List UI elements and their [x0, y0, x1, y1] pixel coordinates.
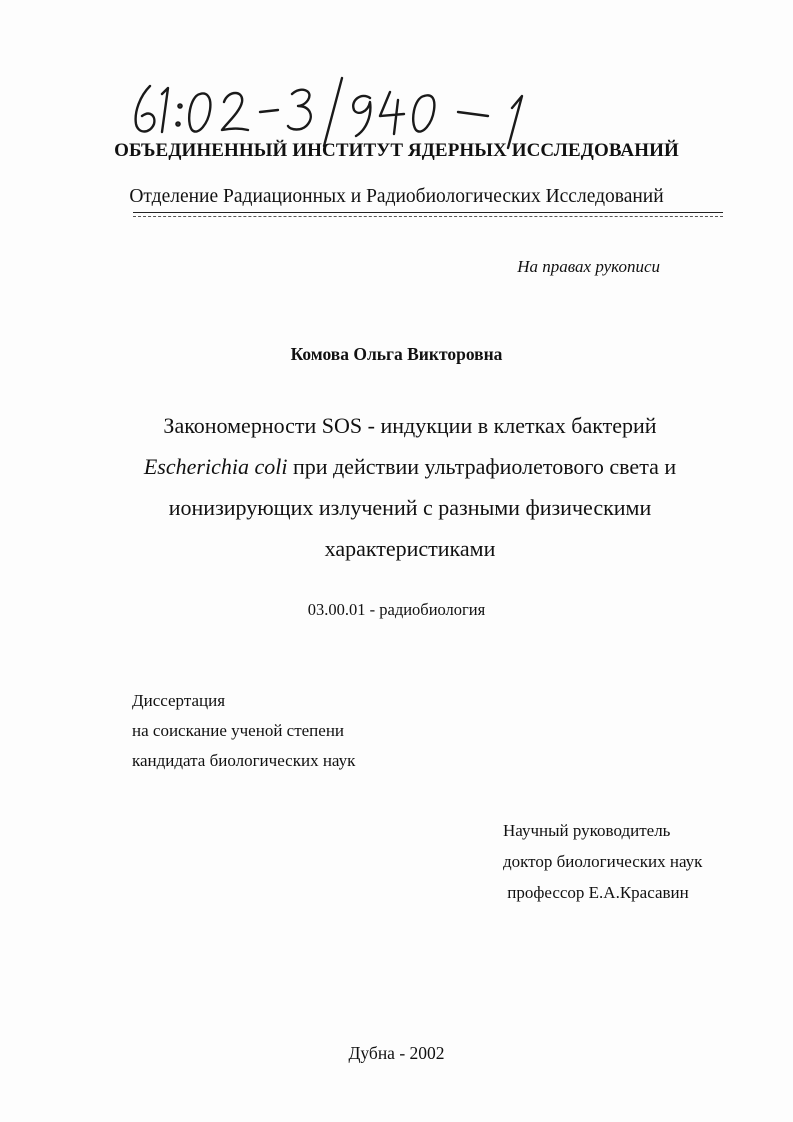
- institute-name: ОБЪЕДИНЕННЫЙ ИНСТИТУТ ЯДЕРНЫХ ИССЛЕДОВАНИЙ: [114, 140, 679, 161]
- dissertation-title: [100, 405, 720, 569]
- title-line-1: Закономерности SOS - индукции в клетках бактерий: [163, 413, 657, 438]
- title-line-4: характеристиками: [324, 536, 496, 561]
- supervisor-line-1: Научный руководитель: [503, 821, 671, 840]
- header-rule-secondary: [133, 216, 723, 217]
- supervisor-line-3: профессор Е.А.Красавин: [503, 883, 689, 902]
- author-name: Комова Ольга Викторовна: [290, 344, 503, 364]
- rights-note: На правах рукописи: [517, 257, 660, 276]
- dissertation-line-3: кандидата биологических наук: [132, 751, 356, 770]
- dissertation-degree-block: [132, 686, 355, 776]
- header-rule: [133, 212, 723, 213]
- dissertation-line-1: Диссертация: [132, 691, 226, 710]
- supervisor-line-2: доктор биологических наук: [503, 852, 703, 871]
- place-and-year: Дубна - 2002: [348, 1043, 445, 1063]
- dissertation-line-2: на соискание ученой степени: [132, 721, 345, 740]
- specialty-code: 03.00.01 - радиобиология: [307, 600, 486, 619]
- department-name: Отделение Радиационных и Радиобиологических Исследований: [129, 186, 664, 207]
- title-line-2: [100, 446, 720, 487]
- title-species-italic: Escherichia coli: [143, 454, 288, 479]
- title-line-3: ионизирующих излучений с разными физическими: [168, 495, 652, 520]
- title-line-2-rest: при действии ультрафиолетового света и: [287, 454, 677, 479]
- supervisor-block: [503, 815, 702, 908]
